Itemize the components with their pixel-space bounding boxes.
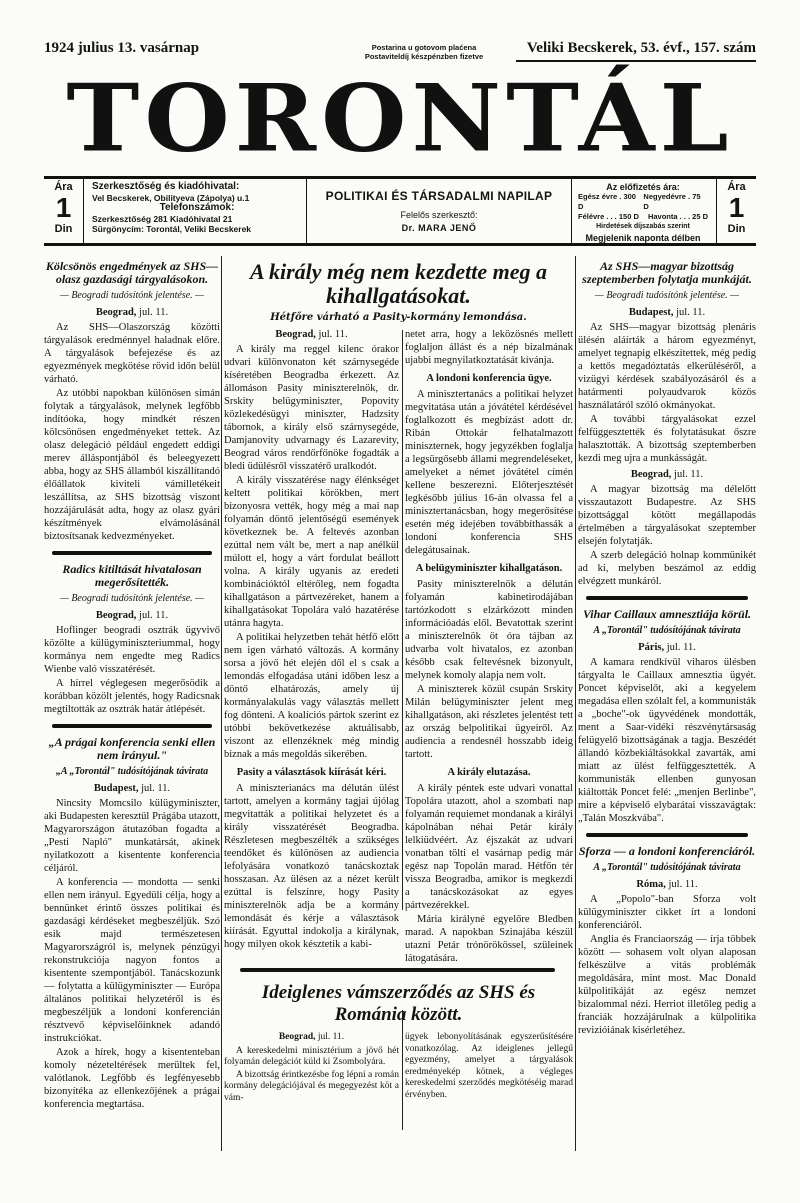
- column-2: Beograd, jul. 11. A király ma reggel kilenc órakor udvari különvonaton két szárnysegéde kíséretében Beogradba érkezett. Az állomáson Pasity miniszterelnök, dr. Srskity belügyminiszter, Popovity közlekedésügyi miniszter, Hadzsity tábornok, a király első szárnysegéde, Damjanovity udvarnagy és Lazarevity, Beograd város rendőrfőnöke fogadták a bledi üdülésről visszatérő uralkodót. A király visszatérése nagy élénkséget keltett politikai körökben, mert bizonyosra vették, hogy még a mai nap folyamán döntő jelentőségű események következnek be. A feltevés azonban ezúttal nem vált be, mert a nap anélkül múlott el, hogy a várt fordulat beállott volna. A király ugyanis az eredeti kombinációktól eltérőleg, nem fogadta kihallgatáson a pártvezéreket, hanem a kihallgatásokat Topolára való hazatérése utánra hagyta. A politikai helyzetben tehát hétfő előtt nem igen várható változás. A kormány sorsa a jövő hét elején dől el s csak a lemondás elfogadása utáni időben lesz a döntő elhatározás, amely új kormányalakulás vagy választás mellett fog dönteni. A koalíciós pártok szerint ez utóbbi bekövetkezése aktuálisabb, viszont az ellenzéknek még mindig biznak a más megoldás sikerében. Pasity a választások kiírását kéri. A miniszterianács ma délután ülést tartott, amelyen a kormány tagjai újólag megvitatták a politikai helyzetet és a király visszatérését Beogradba. Részletesen megbeszélték a szükséges teendőket és különösen az audiencia lefolyására vonatkozó tanácskoztak hosszasan. Az ülésen az a nézet került ezúttal is felszínre, hogy Pasity miniszterelnök adja be a kormány lemondását és kérje a választások kiírását. Egyuttal indokolja a királynak, hogy milyen okok késztetik a kabi-: [224, 329, 399, 950]
- lead-headline: A király még nem kezdette meg a kihallgatásokat.: [250, 259, 547, 308]
- subscription-box: Az előfizetés ára: Egész évre . 300 D Negyedévre . 75 D Félévre . . . 150 D Havonta . . . 25 D Hirdetések díjszabás szerint Megjelenik naponta délben: [578, 182, 708, 243]
- article-headline: „A prágai konferencia senki ellen nem irányul.": [48, 735, 216, 762]
- top-line: [44, 40, 756, 62]
- subheading: A londoni konferencia ügye.: [426, 373, 552, 384]
- price-box-right: Ára 1 Din: [716, 179, 756, 243]
- newspaper-title: TORONTÁL: [66, 63, 734, 174]
- paper-subtitle-box: POLITIKAI ÉS TÁRSADALMI NAPILAP Felelős szerkesztő: Dr. MARA JENŐ: [306, 179, 572, 243]
- lead-article-header: [224, 260, 573, 331]
- article-headline: Sforza — a londoni konferenciáról.: [578, 844, 756, 858]
- subheading: A belügyminiszter kihallgatáson.: [415, 563, 563, 574]
- second-article-col-b: ügyek lebonyolításának egyszerűsítésére vonatkozólag. Az ideiglenes jellegű egyezmény, amelyet a tárgyalások eredményekép kötnek, a végleges kereskedelmi szerződés megkötéséig marad érvényben.: [405, 1032, 573, 1100]
- price-box-left: Ára 1 Din: [44, 179, 84, 243]
- article-headline: Az SHS—magyar bizottság szeptemberben folytatja munkáját.: [582, 259, 752, 286]
- article-separator: [586, 596, 748, 600]
- article-headline: Vihar Caillaux amnesztiája körül.: [582, 607, 752, 621]
- article-headline: Radics kitiltását hivatalosan megerősítették.: [62, 562, 202, 589]
- article-separator: [52, 551, 212, 555]
- second-headline: Ideiglenes vámszerződés az SHS és Románia között.: [261, 982, 536, 1025]
- column-rule: [402, 330, 403, 910]
- paper-subtitle: POLITIKAI ÉS TÁRSADALMI NAPILAP: [325, 189, 553, 203]
- article-separator: [240, 968, 555, 972]
- editorial-office: Szerkesztőség és kiadóhivatal: Vel Becskerek, Obilityeva (Zápolya) u.1 Telefonszámok: Szerkesztőség 281 Kiadóhivatal 21 Sürgönycím: Torontál, Veliki Becskerek: [92, 181, 252, 234]
- column-rule: [221, 256, 222, 1151]
- header-rule: [516, 60, 756, 62]
- column-rule: [575, 256, 576, 1151]
- article-separator: [52, 724, 212, 728]
- subheading: A király elutazása.: [447, 767, 531, 778]
- second-article-col-a: Beograd, jul. 11. A kereskedelmi minisztérium a jövő hét folyamán delegációt küld ki Zsombolyára. A bizottság érintkezésbe fog lépni a román kormány delegációjával és megegyezést köt a vám-: [224, 1032, 399, 1103]
- column-4: Az SHS—magyar bizottság szeptemberben folytatja munkáját. — Beogradi tudósítónk jelentése. — Budapest, jul. 11. Az SHS—magyar bizottság plenáris ülésén aláírták a három egyezményt, amelyet tegnapig elkészítettek, még pedig a kettős megadóztatás elkerüléséről, a vizügyi kérdések szabályozásáról és a határmenti polyaudvarok közös használatáról szóló okmányokat. A további tárgyalásokat ezzel felfüggesztették és folytatásukat őszre halasztották. A bizottság szeptemberben kezdi meg ujra a munkásságát. Beograd, jul. 11. A magyar bizottság ma délelőtt visszautazott Budapestre. Az SHS bizottsággal kötött megállapodás értelmében a tárgyalásokat szeptember elsején folytatják. A szerb delegáció holnap kommünikét ad ki, melyben beszámol az eddig elvégzett munkáról. Vihar Caillaux amnesztiája körül. A „Torontál" tudósítójának távirata Páris, jul. 11. A kamara rendkívül viharos ülésben tárgyalta le Caillaux amnesztia ügyét. Poncet képviselőt, aki a kegyelem megadása ellen szólalt fel, a kommunisták a „boche"-ok ügyvédének mondották, ment a Saar-vidéki részvénytársaság felügyelő bizottságának a tagja. Beszédét állandó közbekiáltásokkal zavarták, ami miatt az ülést felfüggesztették. A kommunisták ellenben gunyosan kiáltották Poncet felé: „menjen Berlinbe", mire a képviselő elybarátai visszavágtak: „Talán Moszkvába". Sforza — a londoni konferenciáról. A „Torontál" tudósítójának távirata Róma, jul. 11. A „Popolo"-ban Sforza volt külügyminiszter cikket írt a londoni konferenciáról. Anglia és Franciaország — írja többek között — sohasem volt olyan alaposan felkészülve a vitás problémák megoldására, mint most. Mac Donald külpolitikáját az egész nemzet bizalommal nézi. Herriot illetőleg pedig a franciák hozzájárulnak a külpolitika revizióiának kisérletéhez.: [578, 259, 756, 1036]
- issue-date: 1924 julius 13. vasárnap: [44, 40, 200, 56]
- column-3: netet arra, hogy a leközösnés mellett foglaljon állást és a nép bizalmának ujabbi megnyilatkoztatását kívánja. A londoni konferencia ügye. A minisztertanács a politikai helyzet megvitatása után a jóvátétel kérdésével foglalkozott és megbízást adott dr. Ribán Ottokár felhatalmazott miniszternek, hogy jegyzékben foglalja a legsürgősebb állami megrendeléseket, amelyeket a német jóvátétel címén kellene beszerezni. Előterjesztését legkésőbb július 16-án olvassa fel a minisztertanácsban, hogy megerősítése esetén még idejében továbbíthassák a londoni konferencia SHS delegátusainak. A belügyminiszter kihallgatáson. Pasity miniszterelnök a délután folyamán kabinetirodájában tartózkodott s elzárkózott minden információadás elől. Bevatottak szerint a miniszterelnök öt óra tájban az udvarba volt hivatalos, ez azonban később csak feltevésnek bizonyult, melynek komoly alapja nem volt. A miniszterek közül csupán Srskity Milán belügyminiszter jelent meg kihallgatáson, aki részletes jelentést tett az ország belpolitikai ügyeiről. Az audiencia a rendesnél hosszabb ideig tartott. A király elutazása. A király péntek este udvari vonattal Topolára utazott, ahol a szombati nap folyamán requiemet mondanak a királyi kápolnában néhai Petár király lelkiüdvéért. Az éjszakát az udvari vonatban tölti el vasárnap pedig már egész nap Topolán marad. Hétfőn tér vissza Beogradba, amikor is megkezdi a tanácskozásokat az egyes pártvezérekkel. Mária királyné egyelőre Bledben marad. A napokban Szinajába készül utazni Petár trónörökössel, szüleinek látogatására.: [405, 329, 573, 964]
- editor-name: Dr. MARA JENŐ: [401, 223, 477, 233]
- postage-note: Postarina u gotovom plaćena Postaviteldíj készpénzben fizetve: [364, 43, 484, 61]
- subheading: Pasity a választások kiírását kéri.: [236, 767, 387, 778]
- column-1: Kölcsönös engedmények az SHS—olasz gazdasági tárgyalásokon. — Beogradi tudósítónk jelentése. — Beograd, jul. 11. Az SHS—Olaszország közötti tárgyalások eredménnyel haladnak előre. A tárgyalások befejezése és az egyezmények megkötése rövid időn belül várható. Az utóbbi napokban különösen simán folytak a tárgyalások, melynek legfőbb indítóoka, hogy mindkét részen kölcsönösen engedményeket tettek. Az olasz delegáció például engedett eddigi merev álláspontjából és beleegyezett abba, hogy az SHS államból kiszállítandó élőállatok kiviteli vámilletékeit leszállítsa, az SHS bizottság viszont hozzájárulását adta, hogy az olasz gyári készítmények elvámolásánál biztosítsanak kedvezményeket. Radics kitiltását hivatalosan megerősítették. — Beogradi tudósítónk jelentése. — Beograd, jul. 11. Hoflinger beogradi osztrák ügyvivő közölte a külügyminiszteriummal, hogy kormánya nem engedte meg Radics Wienbe való visszatérését. A hírrel véglegesen megerősödik a korábban közölt jelentés, hogy Radicsnak megtiltották az osztrák határ átlépését. „A prágai konferencia senki ellen nem irányul." „A „Torontál" tudósítójának távirata Budapest, jul. 11. Nincsity Momcsilo külügyminiszter, aki Budapesten keresztül Prágába utazott, Magyarországon átutazóban fogadta a „Pesti Napló" munkatársát, akinek nyilatkozott a kisentente konferencia céljáról. A konferencia — mondotta — senki ellen nem irányul. Egyedüli célja, hogy a bennünket érintő összes politikai és gazdasági kérdéseket megbeszéljük. Szó esik majd természetesen Magyarországról is, melynek pénzügyi rekonstrukciója nagyon fontos a kisentente szempontjából. Tanácskozunk — folytatta a külügyminiszter — Európa általános politikai helyzetéről is és megbeszéljük a londoni konferencián résztvevő képviselőinknek adandó instrukciókat. Azok a hírek, hogy a kisententeban komoly nézeteltérések merültek fel, valótlanok. Legfőbb és legfényesebb bizonyítéka az ellenkezőjének a prágai konferencia megtartása.: [44, 259, 220, 1110]
- column-rule: [402, 1010, 403, 1130]
- second-article-header: [224, 982, 573, 1026]
- info-band: [44, 176, 756, 246]
- masthead: [44, 63, 756, 174]
- article-separator: [586, 833, 748, 837]
- article-headline: Kölcsönös engedmények az SHS—olasz gazdasági tárgyalásokon.: [45, 259, 219, 286]
- issue-number: Veliki Becskerek, 53. évf., 157. szám: [526, 40, 756, 56]
- lead-kicker: Hétfőre várható a Pasity-kormány lemondása.: [270, 312, 527, 323]
